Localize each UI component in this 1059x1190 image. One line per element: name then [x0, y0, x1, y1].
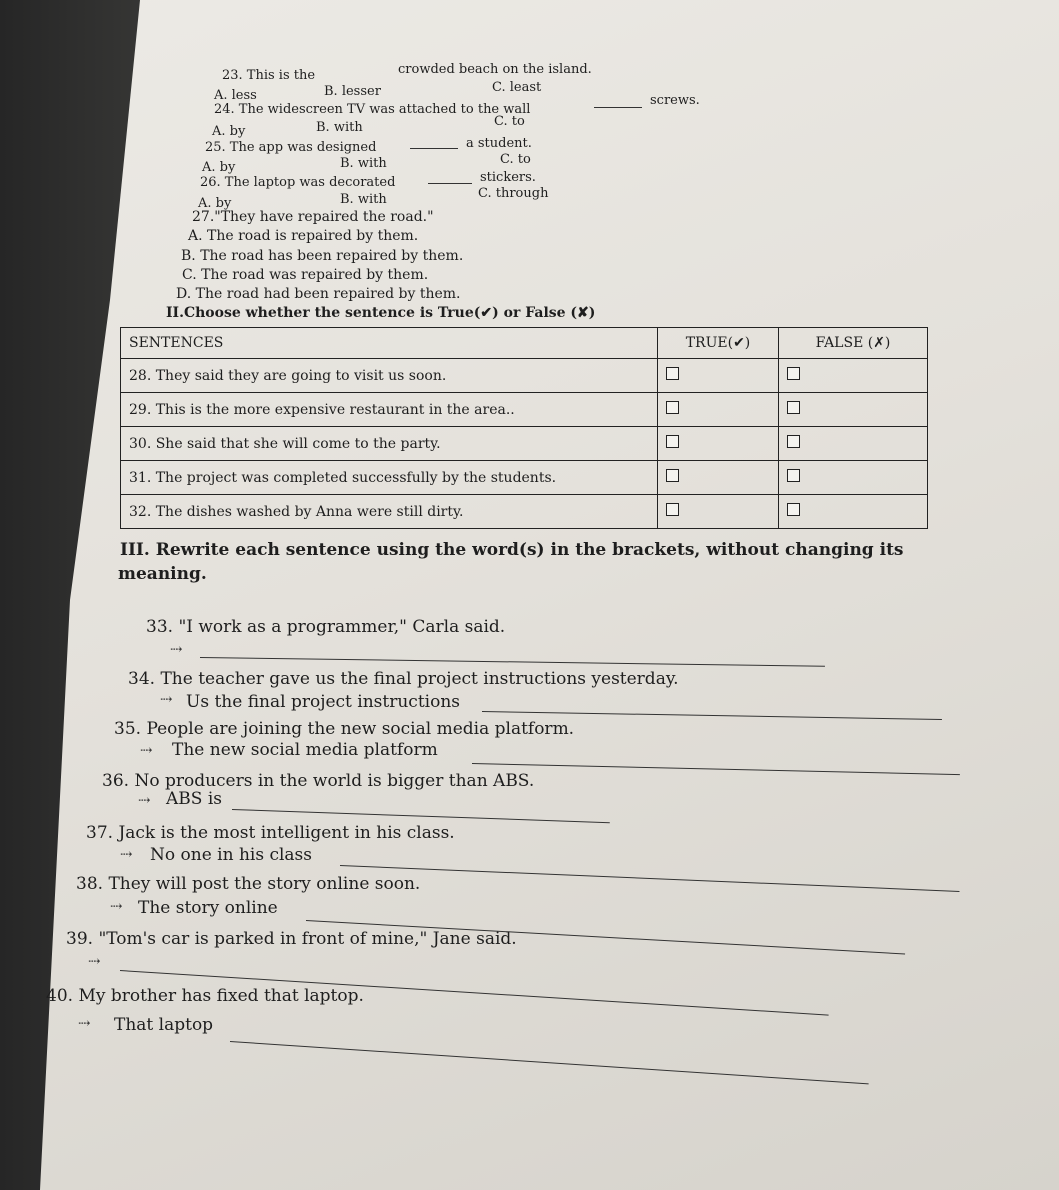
- q37-sentence: 37. Jack is the most intelligent in his class.: [86, 823, 455, 843]
- table-row: [121, 427, 928, 461]
- sentence-cell: 32. The dishes washed by Anna were still dirty.: [121, 495, 658, 529]
- q27-option-a: A. The road is repaired by them.: [188, 228, 419, 244]
- q25-blank: [410, 148, 458, 149]
- q33-sentence: 33. "I work as a programmer," Carla said.: [146, 617, 506, 637]
- false-checkbox[interactable]: [787, 401, 800, 414]
- header-false: FALSE (✗): [779, 328, 928, 359]
- table-row: [121, 495, 928, 529]
- q36-sentence: 36. No producers in the world is bigger than ABS.: [102, 771, 535, 791]
- q27-option-c: C. The road was repaired by them.: [182, 267, 429, 283]
- q27-option-b: B. The road has been repaired by them.: [181, 248, 464, 264]
- sentence-cell: 30. She said that she will come to the party.: [121, 427, 658, 461]
- q24-option-b: B. with: [316, 120, 363, 135]
- q39-sentence: 39. "Tom's car is parked in front of mine," Jane said.: [66, 929, 517, 949]
- q26-option-b: B. with: [340, 192, 387, 207]
- q40-sentence: 40. My brother has fixed that laptop.: [46, 986, 364, 1006]
- header-true: TRUE(✔): [658, 328, 779, 359]
- q24-option-a: A. by: [212, 124, 246, 139]
- q26-stem-end: stickers.: [480, 170, 536, 185]
- false-checkbox[interactable]: [787, 469, 800, 482]
- q24-blank: [594, 107, 642, 108]
- q26-option-a: A. by: [198, 196, 232, 211]
- q25-option-b: B. with: [340, 156, 387, 171]
- arrow-icon: ⇢: [170, 640, 183, 658]
- table-row: [121, 461, 928, 495]
- true-checkbox[interactable]: [666, 469, 679, 482]
- arrow-icon: ⇢: [138, 791, 151, 809]
- true-checkbox[interactable]: [666, 401, 679, 414]
- q35-prompt: The new social media platform: [172, 740, 438, 760]
- arrow-icon: ⇢: [120, 845, 133, 863]
- q25-option-c: C. to: [500, 152, 531, 167]
- true-false-table: [120, 327, 928, 529]
- sentence-cell: 29. This is the more expensive restaurant in the area..: [121, 393, 658, 427]
- true-checkbox[interactable]: [666, 503, 679, 516]
- part2-heading: II.Choose whether the sentence is True(✔) or False (✘): [166, 305, 596, 321]
- q26-option-c: C. through: [478, 186, 549, 201]
- arrow-icon: ⇢: [110, 897, 123, 915]
- q36-prompt: ABS is: [166, 789, 222, 809]
- q38-prompt: The story online: [138, 898, 278, 918]
- q25-option-a: A. by: [202, 160, 236, 175]
- sentence-cell: 31. The project was completed successfully by the students.: [121, 461, 658, 495]
- q38-sentence: 38. They will post the story online soon.: [76, 874, 421, 894]
- q37-prompt: No one in his class: [150, 845, 313, 865]
- arrow-icon: ⇢: [78, 1014, 91, 1032]
- part3-heading-cont: meaning.: [118, 564, 207, 584]
- false-checkbox[interactable]: [787, 435, 800, 448]
- table-row: [121, 359, 928, 393]
- q23-option-a: A. less: [214, 88, 257, 103]
- sentence-cell: 28. They said they are going to visit us soon.: [121, 359, 658, 393]
- header-sentences: SENTENCES: [121, 328, 658, 359]
- arrow-icon: ⇢: [160, 690, 173, 708]
- q26-stem: 26. The laptop was decorated: [200, 175, 396, 190]
- q34-sentence: 34. The teacher gave us the final project instructions yesterday.: [128, 669, 679, 689]
- q24-option-c: C. to: [494, 114, 525, 129]
- arrow-icon: ⇢: [140, 741, 153, 759]
- q34-prompt: Us the final project instructions: [186, 692, 461, 712]
- table-row: [121, 393, 928, 427]
- false-checkbox[interactable]: [787, 503, 800, 516]
- q35-sentence: 35. People are joining the new social media platform.: [114, 719, 575, 739]
- q27-stem: 27."They have repaired the road.": [192, 209, 434, 225]
- false-checkbox[interactable]: [787, 367, 800, 380]
- q23-stem-end: crowded beach on the island.: [398, 62, 592, 77]
- true-checkbox[interactable]: [666, 367, 679, 380]
- true-checkbox[interactable]: [666, 435, 679, 448]
- q23-option-c: C. least: [492, 80, 542, 95]
- q23-stem: 23. This is the: [222, 68, 316, 83]
- q40-prompt: That laptop: [114, 1015, 214, 1035]
- q25-stem-end: a student.: [466, 136, 532, 151]
- part3-heading: III. Rewrite each sentence using the word(s) in the brackets, without changing its: [120, 540, 904, 560]
- table-header-row: [121, 328, 928, 359]
- arrow-icon: ⇢: [88, 952, 101, 970]
- q27-option-d: D. The road had been repaired by them.: [176, 286, 461, 302]
- q25-stem: 25. The app was designed: [205, 140, 377, 155]
- q24-stem: 24. The widescreen TV was attached to the wall: [214, 102, 531, 117]
- q26-blank: [428, 183, 472, 184]
- q24-stem-end: screws.: [650, 93, 700, 108]
- q23-option-b: B. lesser: [324, 84, 381, 99]
